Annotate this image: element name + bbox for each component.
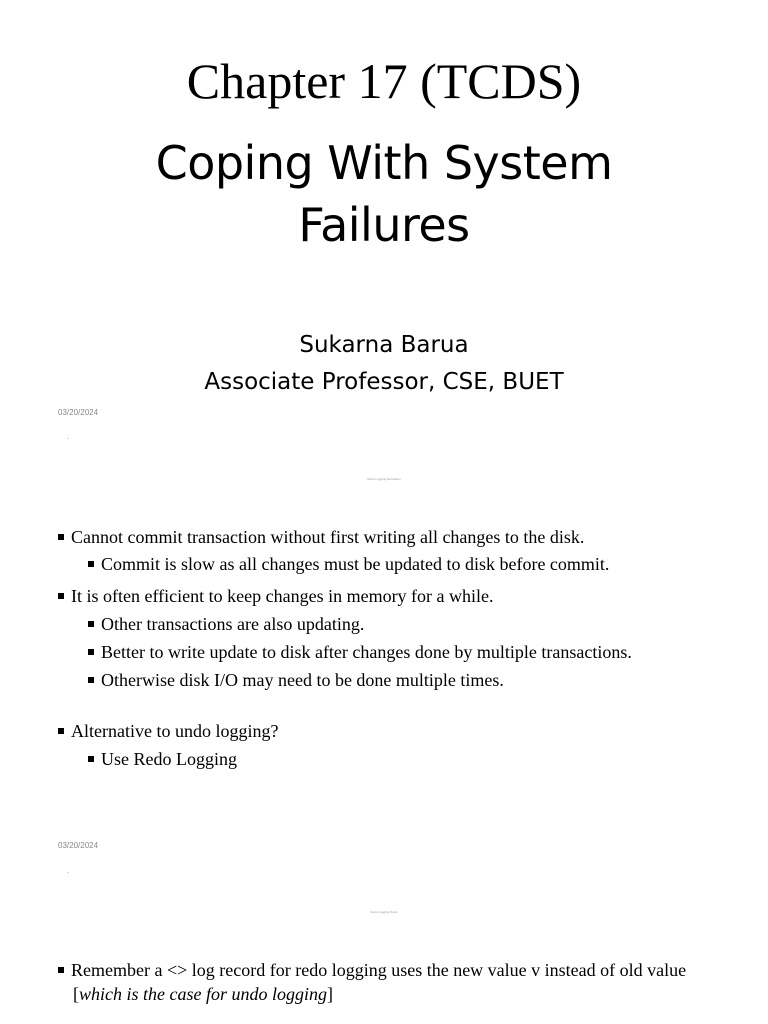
bullet-text: Use Redo Logging bbox=[101, 749, 237, 769]
bullet-text: Alternative to undo logging? bbox=[71, 721, 279, 741]
sub-bullet-item bbox=[88, 640, 632, 664]
bullet-text: Other transactions are also updating. bbox=[101, 614, 365, 634]
slide-dot: . bbox=[67, 866, 70, 875]
chapter-heading: Chapter 17 (TCDS) bbox=[186, 53, 582, 109]
bullet-item bbox=[58, 525, 584, 549]
bullet-square-icon bbox=[88, 677, 94, 683]
title-line-1: Coping With System bbox=[155, 136, 613, 190]
sub-bullet-item bbox=[88, 552, 609, 576]
author-position: Associate Professor, CSE, BUET bbox=[204, 369, 564, 395]
slide-tiny-label: Redo Logging Motivation bbox=[367, 477, 401, 481]
sub-bullet-item bbox=[88, 668, 504, 692]
sub-bullet-item bbox=[88, 612, 364, 636]
bullet-square-icon bbox=[88, 621, 94, 627]
italic-note: which is the case for undo logging bbox=[79, 984, 327, 1004]
slide-date: 03/20/2024 bbox=[58, 841, 99, 850]
slide-dot: . bbox=[67, 432, 70, 441]
bullet-text: Remember a <> log record for redo logging uses the new value v instead of old value bbox=[71, 960, 687, 980]
bullet-text: It is often efficient to keep changes in memory for a while. bbox=[71, 586, 494, 606]
title-line-2: Failures bbox=[298, 198, 470, 252]
bullet-item bbox=[58, 584, 494, 608]
bullet-square-icon bbox=[58, 967, 64, 973]
bracket-open: [ bbox=[73, 984, 79, 1004]
bullet-continuation bbox=[73, 982, 333, 1006]
bullet-item bbox=[58, 719, 278, 743]
bracket-close: ] bbox=[326, 984, 333, 1004]
bullet-square-icon bbox=[88, 756, 94, 762]
bullet-text: Commit is slow as all changes must be updated to disk before commit. bbox=[101, 554, 610, 574]
bullet-item bbox=[58, 958, 686, 982]
bullet-text: Cannot commit transaction without first writing all changes to the disk. bbox=[71, 527, 585, 547]
bullet-text: Better to write update to disk after changes done by multiple transactions. bbox=[101, 642, 632, 662]
bullet-square-icon bbox=[58, 593, 64, 599]
bullet-text: Otherwise disk I/O may need to be done multiple times. bbox=[101, 670, 504, 690]
bullet-square-icon bbox=[88, 649, 94, 655]
bullet-square-icon bbox=[58, 534, 64, 540]
author-name: Sukarna Barua bbox=[299, 332, 469, 358]
slide-title bbox=[0, 132, 768, 256]
sub-bullet-item bbox=[88, 747, 237, 771]
slide-tiny-label: Redo Logging Rules bbox=[370, 910, 398, 914]
slide-date: 03/20/2024 bbox=[58, 408, 99, 417]
bullet-square-icon bbox=[58, 728, 64, 734]
bullet-square-icon bbox=[88, 561, 94, 567]
